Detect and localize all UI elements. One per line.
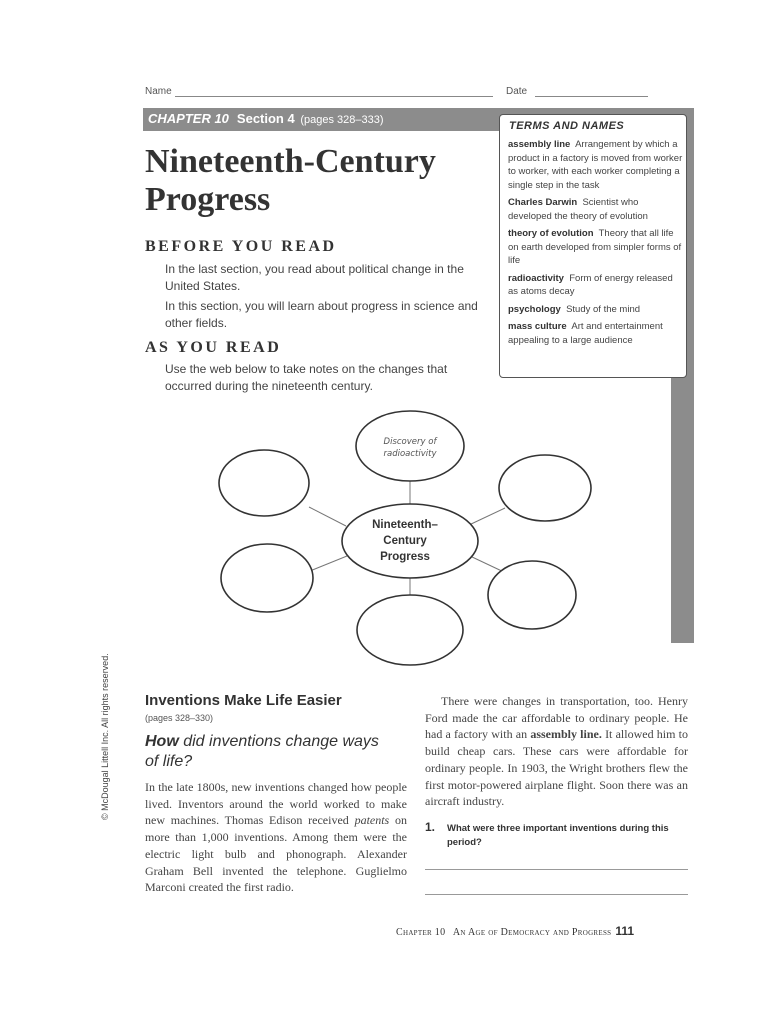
question-number: 1. bbox=[425, 820, 436, 834]
before-you-read-heading: BEFORE YOU READ bbox=[145, 238, 337, 255]
term-name: assembly line bbox=[508, 139, 571, 150]
chapter-number: CHAPTER 10 bbox=[148, 111, 229, 126]
term-name: psychology bbox=[508, 303, 561, 315]
copyright-notice: © McDougal Littell Inc. All rights reserved. bbox=[100, 653, 110, 820]
section-pages: (pages 328–333) bbox=[300, 114, 384, 126]
focus-question-rest: did inventions change ways of life? bbox=[145, 733, 379, 770]
before-you-read-para2: In this section, you will learn about progress in science and other fields. bbox=[165, 299, 478, 330]
term-definition: Arrangement by which a product in a factory is moved from worker to worker, with each worker completing a single step in the task bbox=[508, 139, 683, 191]
as-you-read-heading: AS YOU READ bbox=[145, 339, 282, 356]
terms-title: TERMS AND NAMES bbox=[509, 120, 625, 132]
web-connector bbox=[309, 507, 346, 526]
term-name: Charles Darwin bbox=[508, 197, 578, 208]
para-text: It allowed him to build cheap cars. These cars were affordable for ordinary people. In 1903, the Wright brothers flew the first motor-powered airplane flight. Soon there was an aircraft industry. bbox=[425, 727, 688, 809]
inventions-right-paragraph bbox=[425, 693, 688, 810]
answer-line[interactable] bbox=[425, 894, 688, 895]
web-oval-lower-left[interactable] bbox=[221, 544, 313, 612]
page-footer bbox=[396, 924, 634, 938]
web-oval-upper-right[interactable] bbox=[499, 455, 591, 521]
web-oval-bottom[interactable] bbox=[357, 595, 463, 665]
page-title: Nineteenth-Century Progress bbox=[145, 143, 436, 218]
footer-chapter: Chapter 10 bbox=[396, 927, 446, 938]
term-definition: Form of energy released as atoms decay bbox=[508, 272, 673, 297]
term-definition: Study of the mind bbox=[566, 303, 641, 315]
web-example-line: radioactivity bbox=[383, 449, 437, 459]
page-number: 111 bbox=[615, 924, 635, 938]
question-text: What were three important inventions during this period? bbox=[447, 823, 669, 848]
web-center-line: Progress bbox=[380, 551, 430, 563]
term-name: mass culture bbox=[508, 321, 567, 332]
before-you-read-para1: In the last section, you read about political change in the United States. bbox=[165, 262, 464, 293]
web-center-label bbox=[355, 517, 455, 565]
date-label: Date bbox=[506, 86, 528, 97]
web-example-line: Discovery of bbox=[383, 437, 437, 447]
focus-question-keyword: How bbox=[145, 733, 179, 750]
web-oval-lower-right[interactable] bbox=[488, 561, 576, 629]
web-example-label bbox=[370, 436, 450, 460]
inventions-heading: Inventions Make Life Easier bbox=[145, 692, 342, 709]
term-name: theory of evolution bbox=[508, 228, 594, 239]
web-center-line: Century bbox=[383, 535, 427, 547]
section-number: Section 4 bbox=[236, 111, 295, 126]
term-name: radioactivity bbox=[508, 272, 564, 284]
web-connector bbox=[469, 508, 505, 525]
para-text: on more than 1,000 inventions. Among them were the electric light bulb and phonograph. Alexander Graham Bell invented the telephone. Guglielmo Marconi created the first radio. bbox=[145, 813, 407, 895]
inventions-pages: (pages 328–330) bbox=[145, 713, 214, 723]
term-definition: Art and entertainment appealing to a large audience bbox=[508, 321, 663, 346]
term-definition: Scientist who developed the theory of evolution bbox=[508, 197, 648, 222]
footer-title: An Age of Democracy and Progress bbox=[452, 927, 612, 938]
para-term-assembly-line: assembly line. bbox=[530, 727, 602, 742]
focus-question bbox=[145, 732, 385, 772]
answer-line[interactable] bbox=[425, 869, 688, 870]
web-center-line: Nineteenth– bbox=[372, 519, 438, 531]
para-term-patents: patents bbox=[354, 813, 390, 828]
para-text: In the late 1800s, new inventions changed how people lived. Inventors around the world worked to make new machines. Thomas Edison received bbox=[145, 780, 407, 828]
web-oval-upper-left[interactable] bbox=[219, 450, 309, 516]
para-text: There were changes in transportation, too. Henry Ford made the car affordable to ordinary people. He had a factory with an bbox=[425, 694, 688, 742]
inventions-left-paragraph bbox=[145, 779, 407, 896]
name-label: Name bbox=[145, 86, 172, 97]
term-definition: Theory that all life on earth developed from simpler forms of life bbox=[508, 228, 682, 266]
as-you-read-para: Use the web below to take notes on the changes that occurred during the nineteenth century. bbox=[165, 362, 448, 393]
